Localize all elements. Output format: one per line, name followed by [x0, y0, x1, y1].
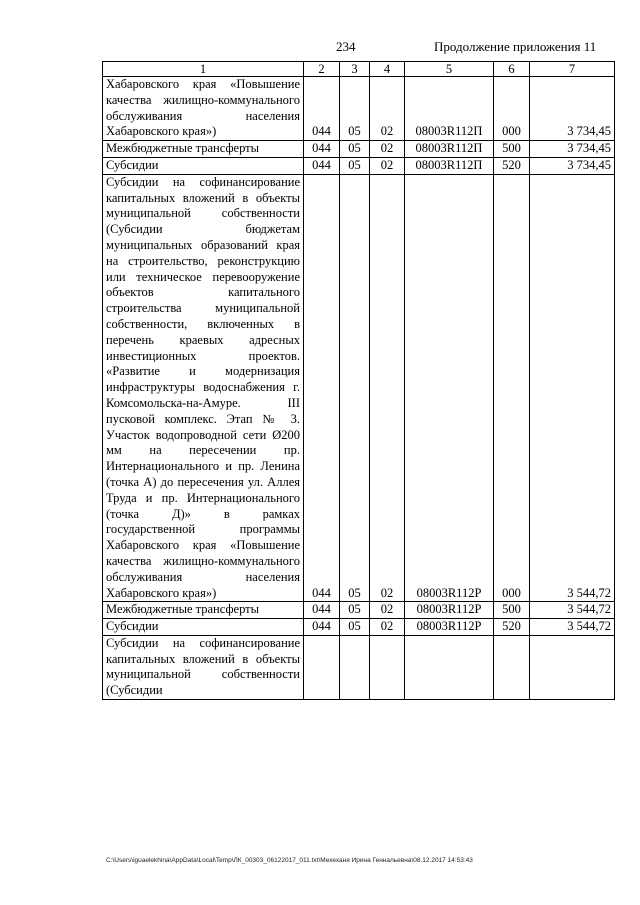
amount: [530, 635, 615, 699]
section-code: 05: [340, 602, 370, 619]
expense-type-code: 000: [494, 174, 530, 602]
expense-type-code: [494, 635, 530, 699]
column-number: 1: [103, 62, 304, 77]
target-article-code: 08003R112П: [405, 157, 494, 174]
subsection-code: 02: [370, 157, 405, 174]
target-article-code: 08003R112П: [405, 77, 494, 141]
amount: 3 544,72: [530, 602, 615, 619]
expense-type-code: 520: [494, 619, 530, 636]
column-number: 4: [370, 62, 405, 77]
item-name: Субсидии на софинансирование капитальных вложений в объекты муниципальной собственности (Субсидии бюджетам муниципальных образований края на строительство, реконструкцию или техническое перевооружение объектов капитального строительства муниципальной собственности, включенных в перечень краевых адресных инвестиционных проектов. «Развитие и модернизация инфраструктуры водоснабжения г. Комсомольска-на-Амуре. III пусковой комплекс. Этап № 3. Участок водопроводной сети Ø200 мм на пересечении пр. Интернационального и пр. Ленина (точка А) до пересечения ул. Аллея Труда и пр. Интернационального (точка Д)» в рамках государственной программы Хабаровского края «Повышение качества жилищно-коммунального обслуживания населения Хабаровского края»): [103, 174, 304, 602]
column-number: 2: [304, 62, 340, 77]
table-row: [103, 602, 615, 619]
amount: 3 734,45: [530, 77, 615, 141]
target-article-code: [405, 635, 494, 699]
table-row: [103, 174, 615, 602]
amount: 3 544,72: [530, 174, 615, 602]
target-article-code: 08003R112П: [405, 141, 494, 158]
amount: 3 734,45: [530, 141, 615, 158]
section-code: 05: [340, 619, 370, 636]
item-name: Субсидии: [103, 157, 304, 174]
ministry-code: 044: [304, 157, 340, 174]
column-number-row: [103, 62, 615, 77]
item-name: Хабаровского края «Повышение качества жилищно-коммунального обслуживания населения Хабаровского края»): [103, 77, 304, 141]
item-name: Субсидии: [103, 619, 304, 636]
amount: 3 544,72: [530, 619, 615, 636]
table-row: [103, 619, 615, 636]
target-article-code: 08003R112Р: [405, 602, 494, 619]
subsection-code: 02: [370, 602, 405, 619]
column-number: 7: [530, 62, 615, 77]
expense-type-code: 520: [494, 157, 530, 174]
ministry-code: 044: [304, 619, 340, 636]
table-row: [103, 77, 615, 141]
table-row: [103, 635, 615, 699]
budget-table: [102, 61, 615, 700]
section-code: 05: [340, 77, 370, 141]
ministry-code: 044: [304, 602, 340, 619]
expense-type-code: 500: [494, 141, 530, 158]
column-number: 5: [405, 62, 494, 77]
item-name: Межбюджетные трансферты: [103, 141, 304, 158]
file-path-footer: C:\Users\iguaelekhina\AppData\Local\Temp\ЛК_00303_06122017_011.txt\Мехеханя Ирина Геннальевна\08.12.2017 14:53:43: [106, 857, 473, 864]
subsection-code: [370, 635, 405, 699]
column-number: 3: [340, 62, 370, 77]
expense-type-code: 500: [494, 602, 530, 619]
section-code: 05: [340, 174, 370, 602]
table-row: [103, 141, 615, 158]
ministry-code: 044: [304, 77, 340, 141]
target-article-code: 08003R112Р: [405, 174, 494, 602]
section-code: 05: [340, 141, 370, 158]
expense-type-code: 000: [494, 77, 530, 141]
section-code: 05: [340, 157, 370, 174]
ministry-code: 044: [304, 174, 340, 602]
continuation-label: Продолжение приложения 11: [434, 39, 597, 54]
item-name: Межбюджетные трансферты: [103, 602, 304, 619]
subsection-code: 02: [370, 619, 405, 636]
subsection-code: 02: [370, 141, 405, 158]
subsection-code: 02: [370, 77, 405, 141]
amount: 3 734,45: [530, 157, 615, 174]
subsection-code: 02: [370, 174, 405, 602]
column-number: 6: [494, 62, 530, 77]
target-article-code: 08003R112Р: [405, 619, 494, 636]
page-number: 234: [336, 39, 356, 54]
ministry-code: [304, 635, 340, 699]
section-code: [340, 635, 370, 699]
table-row: [103, 157, 615, 174]
item-name: Субсидии на софинансирование капитальных вложений в объекты муниципальной собственности (Субсидии: [103, 635, 304, 699]
ministry-code: 044: [304, 141, 340, 158]
